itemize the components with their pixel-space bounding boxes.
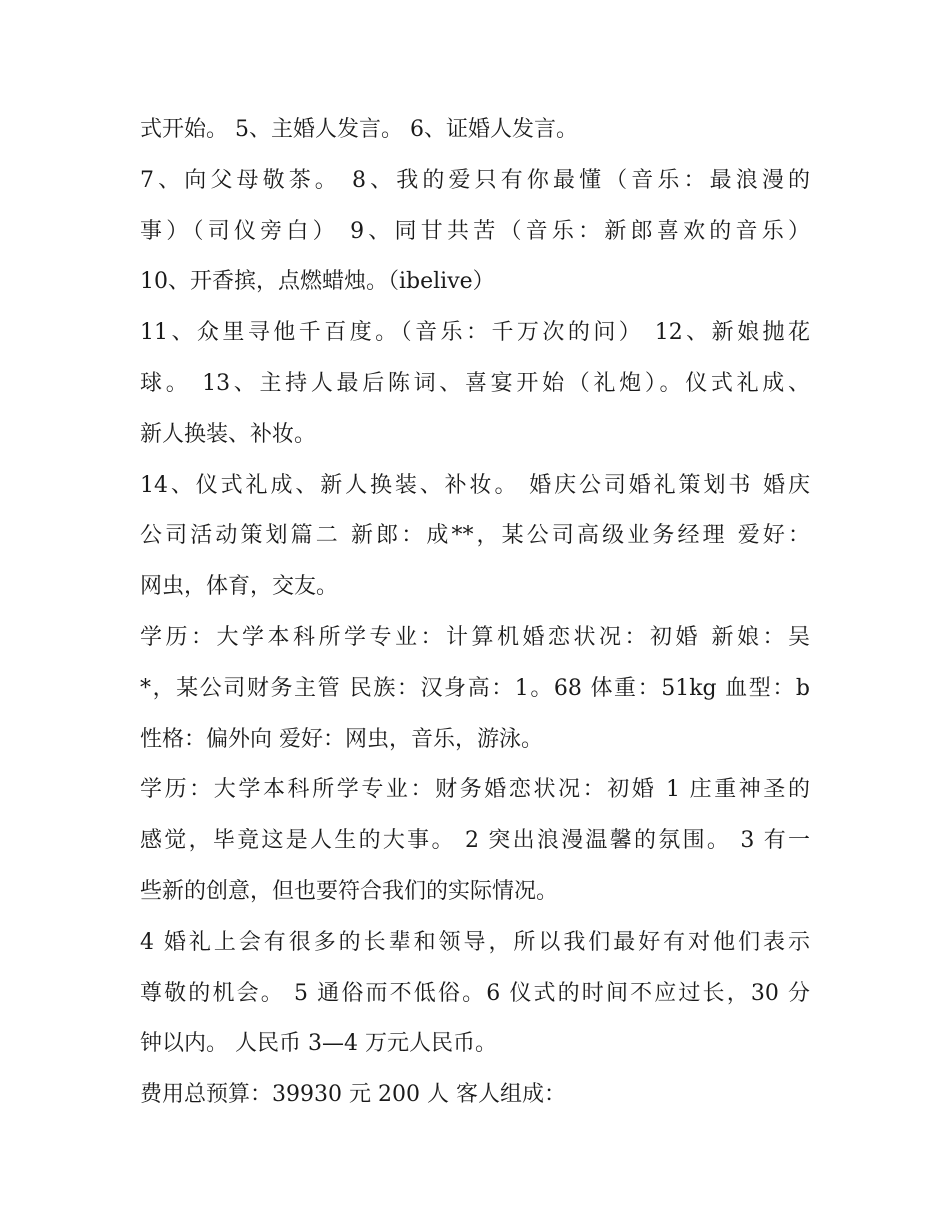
text-line: 10、开香摈，点燃蜡烛。（ibelive） bbox=[140, 269, 495, 295]
document-text-body bbox=[140, 105, 810, 1121]
text-line: 公司活动策划篇二 新郎：成**，某公司高级业务经理 爱好： bbox=[140, 523, 810, 549]
text-line: 球。 13、主持人最后陈词、喜宴开始（礼炮）。仪式礼成、 bbox=[140, 370, 810, 396]
text-line: 些新的创意，但也要符合我们的实际情况。 bbox=[140, 878, 559, 904]
text-line: 4 婚礼上会有很多的长辈和领导，所以我们最好有对他们表示 bbox=[140, 929, 810, 955]
text-line: 新人换装、补妆。 bbox=[140, 421, 317, 447]
text-line: 事）（司仪旁白） 9、同甘共苦（音乐：新郎喜欢的音乐） bbox=[140, 218, 810, 244]
text-line: 14、仪式礼成、新人换装、补妆。 婚庆公司婚礼策划书 婚庆 bbox=[140, 472, 810, 498]
text-line: *，某公司财务主管 民族：汉身高：1。68 体重：51kg 血型：b bbox=[140, 675, 810, 701]
text-line: 7、向父母敬茶。 8、我的爱只有你最懂（音乐：最浪漫的 bbox=[140, 167, 810, 193]
text-line: 性格：偏外向 爱好：网虫，音乐，游泳。 bbox=[140, 726, 543, 752]
text-line: 学历：大学本科所学专业：计算机婚恋状况：初婚 新娘：吴 bbox=[140, 624, 810, 650]
text-line: 费用总预算：39930 元 200 人 客人组成： bbox=[140, 1082, 566, 1108]
text-line: 尊敬的机会。 5 通俗而不低俗。6 仪式的时间不应过长，30 分 bbox=[140, 980, 810, 1006]
text-line: 感觉，毕竟这是人生的大事。 2 突出浪漫温馨的氛围。 3 有一 bbox=[140, 828, 810, 854]
text-line: 式开始。 5、主婚人发言。 6、证婚人发言。 bbox=[140, 117, 578, 142]
text-line: 11、众里寻他千百度。（音乐：千万次的问） 12、新娘抛花 bbox=[140, 320, 810, 346]
text-line: 钟以内。 人民币 3—4 万元人民币。 bbox=[140, 1031, 497, 1057]
text-line: 网虫，体育，交友。 bbox=[140, 574, 339, 600]
text-line: 学历：大学本科所学专业：财务婚恋状况：初婚 1 庄重神圣的 bbox=[140, 777, 810, 803]
